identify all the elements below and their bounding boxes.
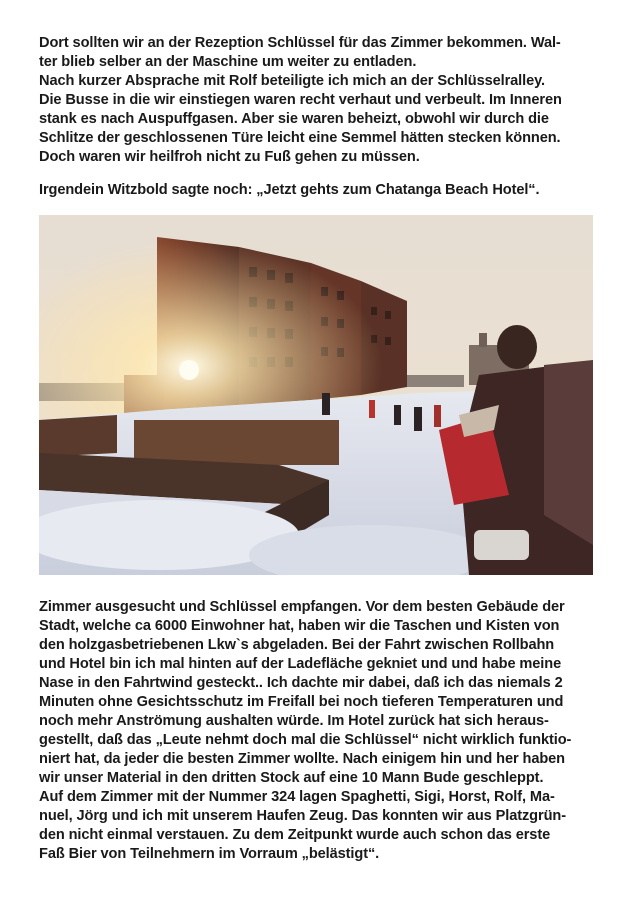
text-line: noch mehr Anströmung aushalten würde. Im Hotel zurück hat sich heraus- (39, 713, 549, 729)
text-line: Irgendein Witzbold sagte noch: „Jetzt gehts zum Chatanga Beach Hotel“. (39, 182, 540, 198)
text-line: den nicht einmal verstauen. Zu dem Zeitpunkt wurde auch schon das erste (39, 827, 551, 843)
text-line: Auf dem Zimmer mit der Nummer 324 lagen Spaghetti, Sigi, Horst, Rolf, Ma- (39, 789, 555, 805)
text-line: Schlitze der geschlossenen Türe leicht eine Semmel hätten stecken können. (39, 130, 561, 146)
sun (179, 360, 199, 380)
text-line: ter blieb selber an der Maschine um weiter zu entladen. (39, 54, 417, 70)
hotel-photo-illustration (39, 215, 593, 575)
text-line: Doch waren wir heilfroh nicht zu Fuß gehen zu müssen. (39, 149, 420, 165)
text-line: Zimmer ausgesucht und Schlüssel empfangen. Vor dem besten Gebäude der (39, 599, 565, 615)
text-line: Dort sollten wir an der Rezeption Schlüssel für das Zimmer bekommen. Wal- (39, 35, 561, 51)
text-line: den holzgasbetriebenen Lkw`s abgeladen. Bei der Fahrt zwischen Rollbahn (39, 637, 555, 653)
text-line: niert hat, da jeder die besten Zimmer wollte. Nach einigem hin und her haben (39, 751, 565, 767)
hotel-photo (39, 215, 593, 575)
paragraph-3 (39, 598, 605, 864)
text-line: gestellt, daß das „Leute nehmt doch mal die Schlüssel“ nicht wirklich funktio- (39, 732, 572, 748)
text-line: stank es nach Auspuffgasen. Aber sie waren beheizt, obwohl wir durch die (39, 111, 549, 127)
text-line: Nase in den Fahrtwind gesteckt.. Ich dachte mir dabei, daß ich das niemals 2 (39, 675, 563, 691)
paragraph-2 (39, 181, 605, 200)
text-line: wir unser Material in den dritten Stock auf eine 10 Mann Bude geschleppt. (39, 770, 544, 786)
text-line: Faß Bier von Teilnehmern im Vorraum „belästigt“. (39, 846, 380, 862)
text-line: und Hotel bin ich mal hinten auf der Ladefläche gekniet und und habe meine (39, 656, 562, 672)
paragraph-1 (39, 34, 605, 167)
text-line: nuel, Jörg und ich mit unserem Haufen Zeug. Das konnten wir aus Platzgrün- (39, 808, 566, 824)
text-line: Stadt, welche ca 6000 Einwohner hat, haben wir die Taschen und Kisten von (39, 618, 560, 634)
text-line: Die Busse in die wir einstiegen waren recht verhaut und verbeult. Im Inneren (39, 92, 562, 108)
text-line: Nach kurzer Absprache mit Rolf beteiligte ich mich an der Schlüsselralley. (39, 73, 545, 89)
text-line: Minuten ohne Gesichtsschutz im Freifall bei noch tieferen Temperaturen und (39, 694, 564, 710)
